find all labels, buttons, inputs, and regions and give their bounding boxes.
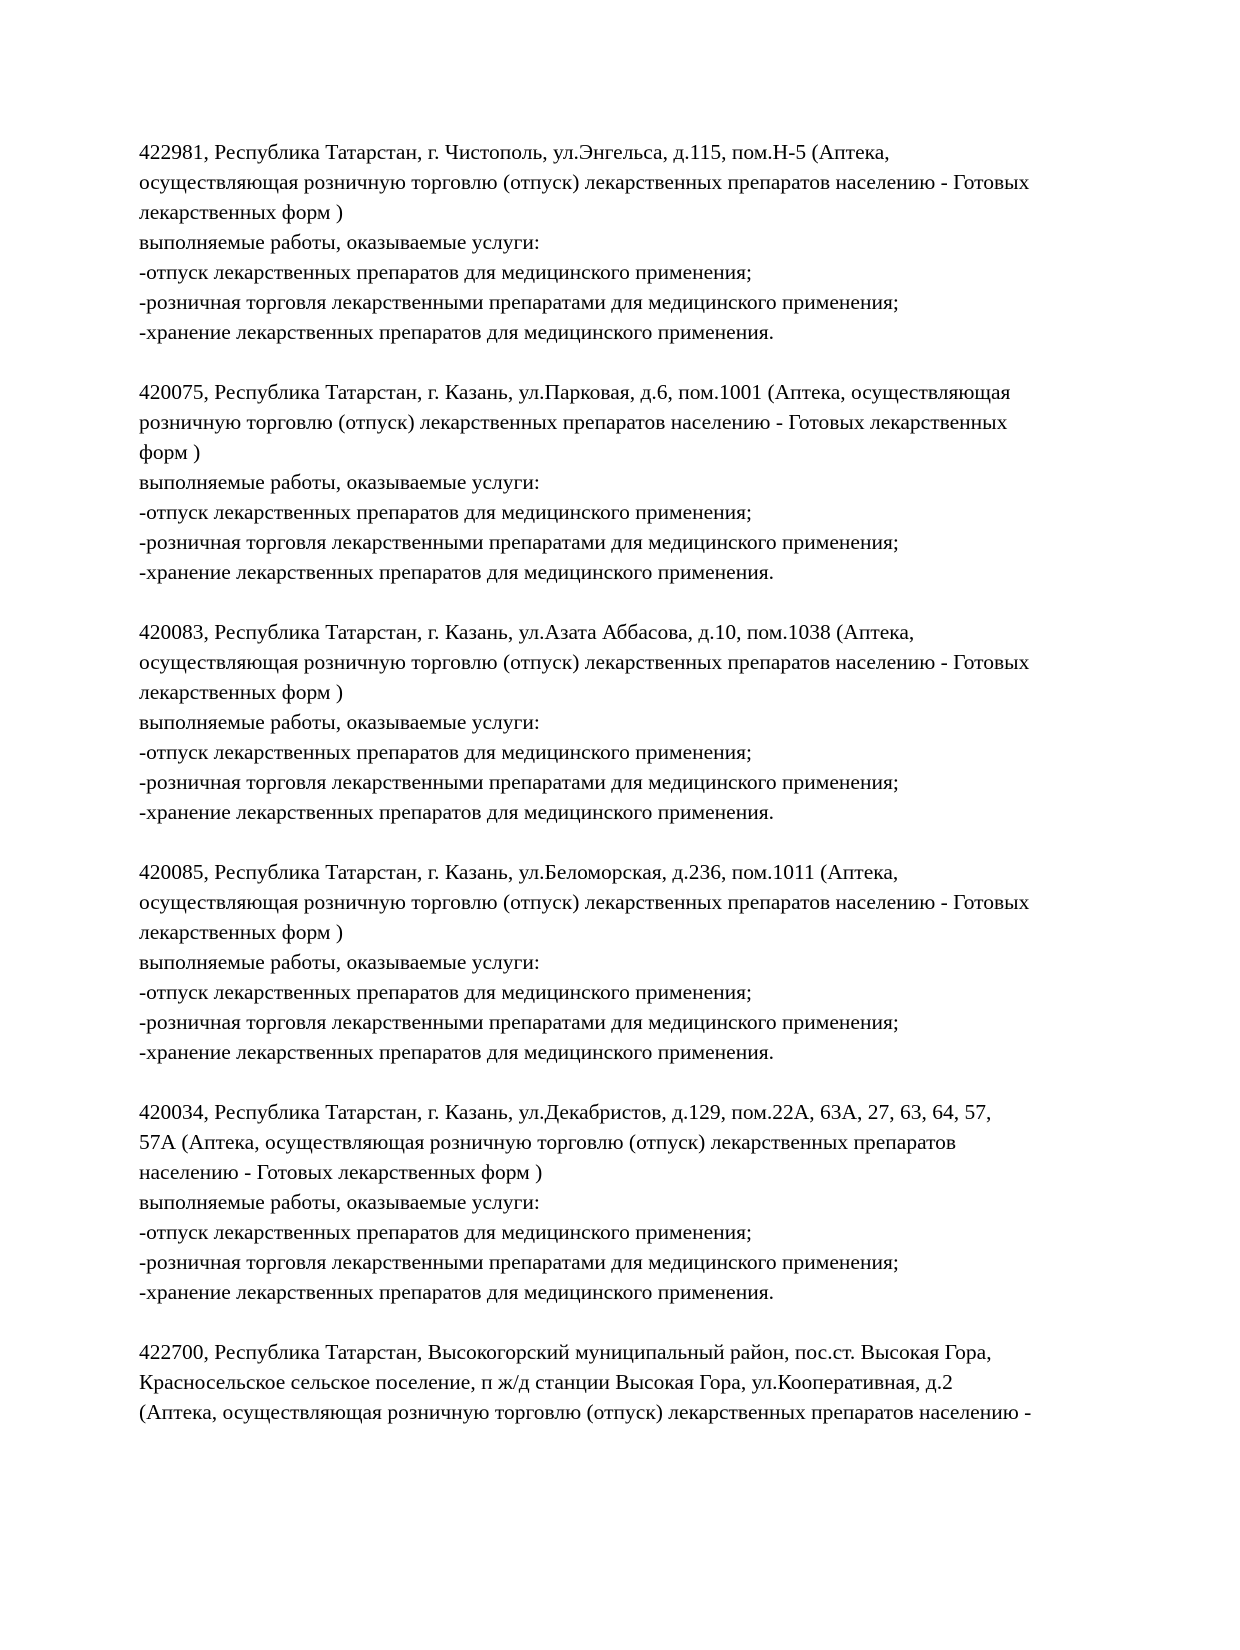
service-line: -розничная торговля лекарственными препаратами для медицинского применения; [139,770,899,794]
license-entry [139,137,1149,347]
service-line: -хранение лекарственных препаратов для медицинского применения. [139,560,774,584]
address-line: населению - Готовых лекарственных форм ) [139,1160,543,1184]
address-line: Красносельское сельское поселение, п ж/д станции Высокая Гора, ул.Кооперативная, д.2 [139,1370,953,1394]
service-line: -отпуск лекарственных препаратов для медицинского применения; [139,500,753,524]
address-line: лекарственных форм ) [139,920,344,944]
address-line: 57А (Аптека, осуществляющая розничную торговлю (отпуск) лекарственных препаратов [139,1130,957,1154]
service-line: -розничная торговля лекарственными препаратами для медицинского применения; [139,1010,899,1034]
service-line: -хранение лекарственных препаратов для медицинского применения. [139,1280,774,1304]
address-line: 422981, Республика Татарстан, г. Чистополь, ул.Энгельса, д.115, пом.Н-5 (Аптека, [139,140,890,164]
service-line: -розничная торговля лекарственными препаратами для медицинского применения; [139,1250,899,1274]
services-header-line: выполняемые работы, оказываемые услуги: [139,1190,540,1214]
address-line: осуществляющая розничную торговлю (отпуск) лекарственных препаратов населению - Готовых [139,650,1030,674]
license-entry [139,1097,1149,1307]
address-line: (Аптека, осуществляющая розничную торговлю (отпуск) лекарственных препаратов населению - [139,1400,1032,1424]
license-entry [139,617,1149,827]
address-line: 422700, Республика Татарстан, Высокогорский муниципальный район, пос.ст. Высокая Гора, [139,1340,992,1364]
service-line: -отпуск лекарственных препаратов для медицинского применения; [139,740,753,764]
service-line: -хранение лекарственных препаратов для медицинского применения. [139,1040,774,1064]
address-line: розничную торговлю (отпуск) лекарственных препаратов населению - Готовых лекарственных [139,410,1008,434]
service-line: -хранение лекарственных препаратов для медицинского применения. [139,800,774,824]
address-line: лекарственных форм ) [139,680,344,704]
license-entry [139,857,1149,1067]
address-line: 420085, Республика Татарстан, г. Казань, ул.Беломорская, д.236, пом.1011 (Аптека, [139,860,899,884]
service-line: -хранение лекарственных препаратов для медицинского применения. [139,320,774,344]
services-header-line: выполняемые работы, оказываемые услуги: [139,950,540,974]
address-line: 420034, Республика Татарстан, г. Казань, ул.Декабристов, д.129, пом.22А, 63А, 27, 63, 64, 57, [139,1100,992,1124]
address-line: 420083, Республика Татарстан, г. Казань, ул.Азата Аббасова, д.10, пом.1038 (Аптека, [139,620,915,644]
services-header-line: выполняемые работы, оказываемые услуги: [139,230,540,254]
service-line: -розничная торговля лекарственными препаратами для медицинского применения; [139,530,899,554]
license-list [139,137,1149,1457]
license-entry [139,377,1149,587]
service-line: -отпуск лекарственных препаратов для медицинского применения; [139,1220,753,1244]
service-line: -отпуск лекарственных препаратов для медицинского применения; [139,980,753,1004]
address-line: 420075, Республика Татарстан, г. Казань, ул.Парковая, д.6, пом.1001 (Аптека, осуществляющая [139,380,1011,404]
services-header-line: выполняемые работы, оказываемые услуги: [139,470,540,494]
service-line: -розничная торговля лекарственными препаратами для медицинского применения; [139,290,899,314]
address-line: осуществляющая розничную торговлю (отпуск) лекарственных препаратов населению - Готовых [139,170,1030,194]
address-line: осуществляющая розничную торговлю (отпуск) лекарственных препаратов населению - Готовых [139,890,1030,914]
services-header-line: выполняемые работы, оказываемые услуги: [139,710,540,734]
address-line: форм ) [139,440,201,464]
license-entry [139,1337,1149,1427]
address-line: лекарственных форм ) [139,200,344,224]
service-line: -отпуск лекарственных препаратов для медицинского применения; [139,260,753,284]
